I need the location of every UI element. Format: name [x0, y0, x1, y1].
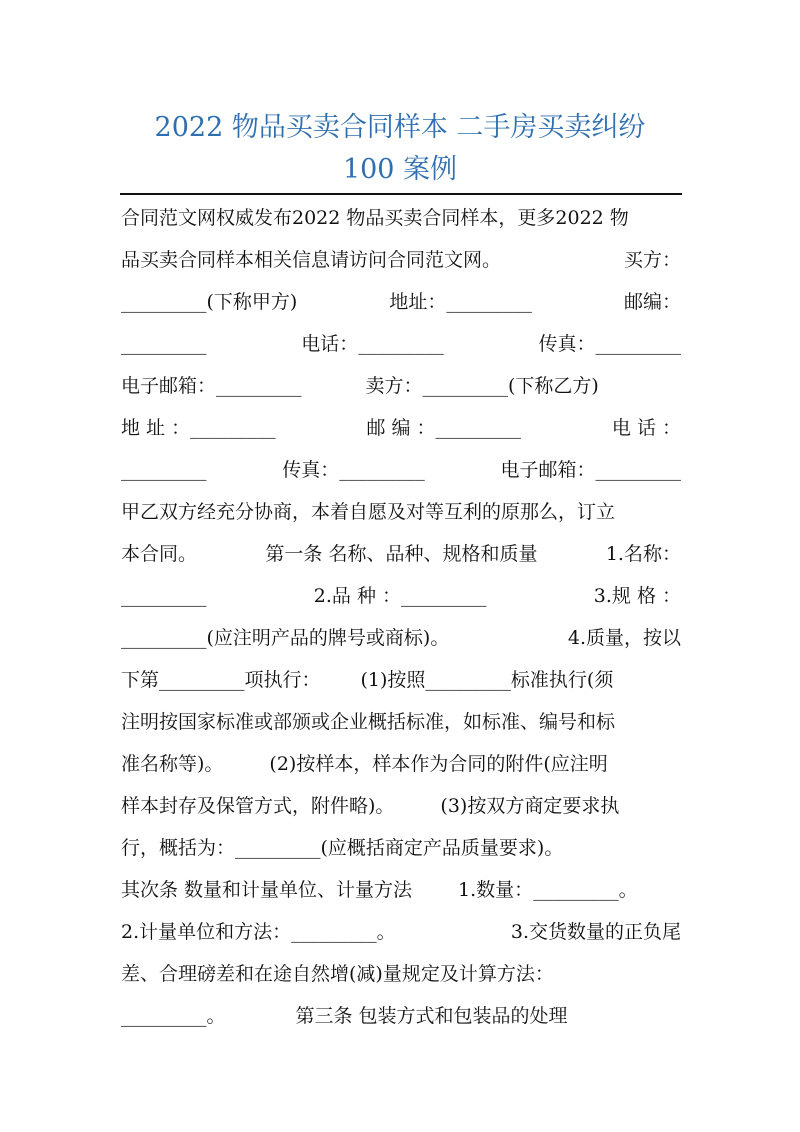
text-segment: 其次条 数量和计量单位、计量方法: [121, 879, 413, 901]
body-line-20: [121, 995, 681, 1037]
text-segment: (1)按照_________标准执行(须: [360, 669, 614, 691]
text-segment: 电子邮箱：_________: [121, 375, 302, 397]
text-segment: 2.品 种 ：_________: [313, 585, 487, 607]
text-segment: 行，概括为：_________(应概括商定产品质量要求)。: [121, 837, 564, 859]
body-line-12: [121, 659, 681, 701]
text-segment: 合同范文网权威发布2022 物品买卖合同样本，更多2022 物: [121, 207, 629, 229]
text-segment: 电 话 ：: [611, 417, 681, 439]
text-segment: 传真：_________: [282, 459, 425, 481]
text-segment: (2)按样本，样本作为合同的附件(应注明: [269, 753, 608, 775]
text-segment: 邮 编 ：_________: [366, 417, 522, 439]
text-segment: 差、合理磅差和在途自然增(减)量规定及计算方法：: [121, 963, 554, 985]
text-segment: 第三条 包装方式和包装品的处理: [295, 1005, 568, 1027]
text-segment: 1.数量：_________。: [458, 879, 638, 901]
text-segment: 本合同。: [121, 543, 198, 565]
body-line-10: [121, 575, 681, 617]
text-segment: 电子邮箱：_________: [500, 459, 681, 481]
body-line-11: [121, 617, 681, 659]
text-segment: _________: [121, 459, 207, 481]
text-segment: 品买卖合同样本相关信息请访问合同范文网。: [121, 249, 502, 271]
body-line-3: [121, 281, 681, 323]
body-line-16: [121, 827, 681, 869]
body-line-5: [121, 365, 681, 407]
body-line-8: [121, 491, 681, 533]
text-segment: 甲乙双方经充分协商，本着自愿及对等互利的原那么，订立: [121, 501, 616, 523]
document-title-line-2: 100 案例: [342, 154, 458, 185]
text-segment: 4.质量，按以: [567, 627, 681, 649]
text-segment: 卖方：_________(下称乙方): [365, 375, 599, 397]
body-line-13: [121, 701, 681, 743]
body-line-6: [121, 407, 681, 449]
text-segment: 地 址 ：_________: [121, 417, 276, 439]
text-segment: 准名称等)。: [121, 753, 224, 775]
body-line-4: [121, 323, 681, 365]
text-segment: 电话：_________: [301, 333, 444, 355]
body-line-18: [121, 911, 681, 953]
text-segment: _________(应注明产品的牌号或商标)。: [121, 627, 450, 649]
body-line-9: [121, 533, 681, 575]
text-segment: _________。: [121, 1005, 226, 1027]
text-segment: 下第_________项执行：: [121, 669, 321, 691]
body-line-15: [121, 785, 681, 827]
body-line-1: [121, 197, 681, 239]
body-line-14: [121, 743, 681, 785]
text-segment: 注明按国家标准或部颁或企业概括标准，如标准、编号和标: [121, 711, 616, 733]
text-segment: 样本封存及保管方式，附件略)。: [121, 795, 395, 817]
body-line-19: [121, 953, 681, 995]
text-segment: 3.规 格 ：: [593, 585, 681, 607]
text-segment: _________: [121, 585, 207, 607]
text-segment: _________: [121, 333, 207, 355]
text-segment: 2.计量单位和方法：_________。: [121, 921, 396, 943]
body-line-7: [121, 449, 681, 491]
text-segment: 传真：_________: [538, 333, 681, 355]
text-segment: 1.名称：: [605, 543, 681, 565]
text-segment: 3.交货数量的正负尾: [510, 921, 681, 943]
body-line-17: [121, 869, 681, 911]
body-line-2: [121, 239, 681, 281]
text-segment: _________(下称甲方): [121, 291, 298, 313]
document-title-line-1: 2022 物品买卖合同样本 二手房买卖纠纷: [154, 112, 646, 143]
text-segment: 买方：: [623, 249, 681, 271]
text-segment: 地址：_________: [389, 291, 532, 313]
text-segment: (3)按双方商定要求执: [440, 795, 620, 817]
text-segment: 邮编：: [623, 291, 681, 313]
title-divider: [120, 193, 682, 195]
text-segment: 第一条 名称、品种、规格和质量: [265, 543, 538, 565]
